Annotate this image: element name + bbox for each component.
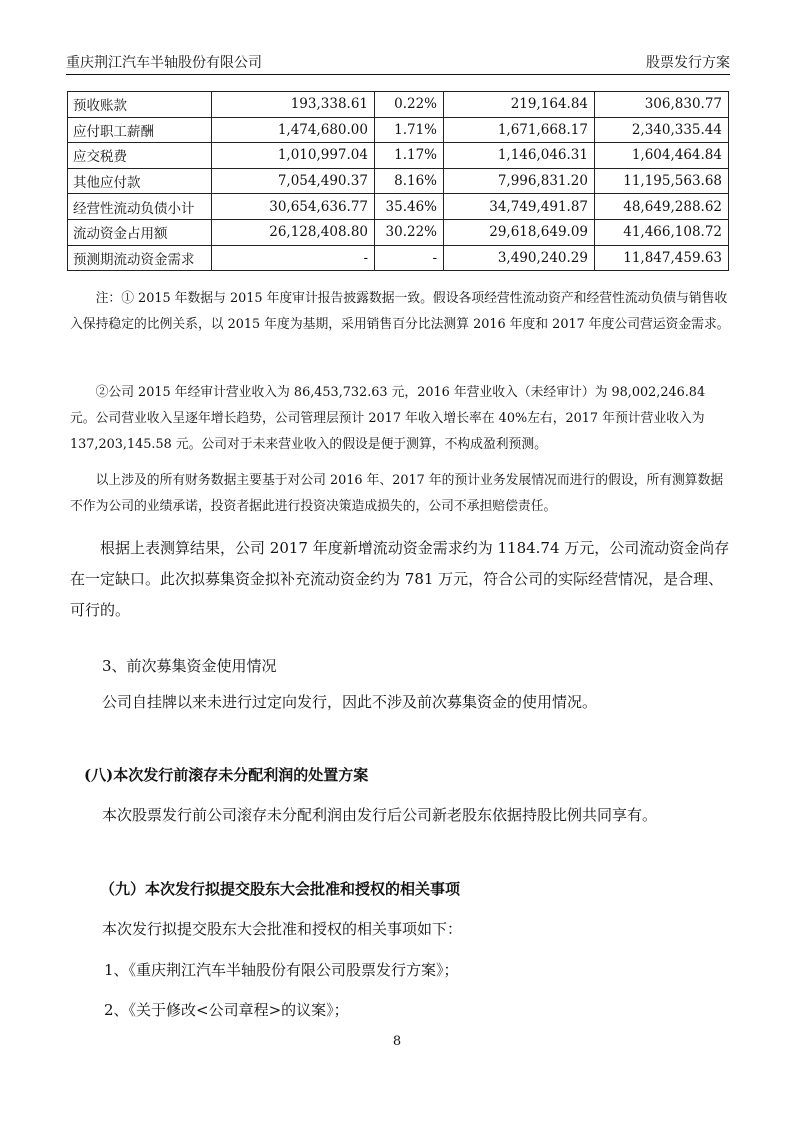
table-cell-v3: 11,195,563.68 (595, 168, 729, 194)
table-cell-v1: - (212, 245, 375, 271)
table-cell-pct: 35.46% (375, 194, 444, 220)
table-cell-pct: 1.71% (375, 117, 444, 143)
page-header (66, 50, 730, 72)
working-capital-table (67, 91, 729, 271)
table-cell-v3: 1,604,464.84 (595, 143, 729, 169)
subsection-3-title: 3、前次募集资金使用情况 (102, 657, 277, 675)
table-cell-name: 应付职工薪酬 (68, 117, 212, 143)
header-company-name: 重庆荆江汽车半轴股份有限公司 (66, 55, 262, 71)
table-cell-v1: 26,128,408.80 (212, 219, 375, 245)
note-1: 注：① 2015 年数据与 2015 年度审计报告披露数据一致。假设各项经营性流动资产和经营性流动负债与销售收入保持稳定的比例关系，以 2015 年度为基期，采用销售百分比法测算 2016 年度和 2017 年度公司营运资金需求。 (70, 291, 730, 332)
table-cell-pct: 0.22% (375, 92, 444, 118)
table-cell-name: 流动资金占用额 (68, 219, 212, 245)
table-cell-v2: 7,996,831.20 (444, 168, 595, 194)
table-cell-v3: 41,466,108.72 (595, 219, 729, 245)
table-cell-v2: 1,146,046.31 (444, 143, 595, 169)
section-8-text: 本次股票发行前公司滚存未分配利润由发行后公司新老股东依据持股比例共同享有。 (102, 806, 658, 824)
list-item-2: 2、《关于修改<公司章程>的议案》； (104, 1001, 349, 1019)
table-row (68, 117, 729, 143)
table-cell-v2: 219,164.84 (444, 92, 595, 118)
conclusion-paragraph: 根据上表测算结果，公司 2017 年度新增流动资金需求约为 1184.74 万元，公司流动资金尚存在一定缺口。此次拟募集资金拟补充流动资金约为 781 万元，符合公司的实际经营情况，是合理、可行的。 (70, 539, 730, 619)
table-cell-pct: 1.17% (375, 143, 444, 169)
table-row (68, 219, 729, 245)
table-cell-name: 应交税费 (68, 143, 212, 169)
table-cell-name: 预测期流动资金需求 (68, 245, 212, 271)
header-document-title: 股票发行方案 (646, 55, 730, 71)
table-cell-v2: 34,749,491.87 (444, 194, 595, 220)
table-cell-v3: 11,847,459.63 (595, 245, 729, 271)
table-cell-v1: 193,338.61 (212, 92, 375, 118)
table-cell-pct: 30.22% (375, 219, 444, 245)
table-cell-v3: 48,649,288.62 (595, 194, 729, 220)
table-cell-v2: 3,490,240.29 (444, 245, 595, 271)
section-9-text: 本次发行拟提交股东大会批准和授权的相关事项如下： (102, 920, 463, 938)
table-cell-name: 其他应付款 (68, 168, 212, 194)
section-9-heading: （九）本次发行拟提交股东大会批准和授权的相关事项 (100, 880, 461, 898)
table-cell-v2: 29,618,649.09 (444, 219, 595, 245)
table-row (68, 194, 729, 220)
subsection-3-text: 公司自挂牌以来未进行过定向发行，因此不涉及前次募集资金的使用情况。 (102, 693, 598, 711)
table-cell-v1: 7,054,490.37 (212, 168, 375, 194)
table-cell-v1: 1,474,680.00 (212, 117, 375, 143)
table-cell-v3: 2,340,335.44 (595, 117, 729, 143)
page-number: 8 (392, 1034, 402, 1049)
list-item-1: 1、《重庆荆江汽车半轴股份有限公司股票发行方案》； (104, 961, 459, 979)
table-cell-v1: 1,010,997.04 (212, 143, 375, 169)
table-row (68, 245, 729, 271)
header-divider (66, 74, 730, 75)
table-cell-v3: 306,830.77 (595, 92, 729, 118)
table-cell-v1: 30,654,636.77 (212, 194, 375, 220)
section-8-heading: (八)本次发行前滚存未分配利润的处置方案 (84, 766, 369, 784)
table-row (68, 92, 729, 118)
table-cell-name: 预收账款 (68, 92, 212, 118)
table-cell-name: 经营性流动负债小计 (68, 194, 212, 220)
table-cell-pct: - (375, 245, 444, 271)
table-row (68, 143, 729, 169)
table-row (68, 168, 729, 194)
note-2: ②公司 2015 年经审计营业收入为 86,453,732.63 元，2016 年营业收入（未经审计）为 98,002,246.84 元。公司营业收入呈逐年增长趋势，公司管理层预计 2017 年收入增长率在 40%左右，2017 年预计营业收入为 137,203,145.58 元。公司对于未来营业收入的假设是便于测算，不构成盈利预测。 (70, 385, 706, 452)
table-cell-pct: 8.16% (375, 168, 444, 194)
table-cell-v2: 1,671,668.17 (444, 117, 595, 143)
note-3: 以上涉及的所有财务数据主要基于对公司 2016 年、2017 年的预计业务发展情况而进行的假设，所有测算数据不作为公司的业绩承诺，投资者据此进行投资决策造成损失的，公司不承担赔偿责任。 (70, 473, 724, 514)
